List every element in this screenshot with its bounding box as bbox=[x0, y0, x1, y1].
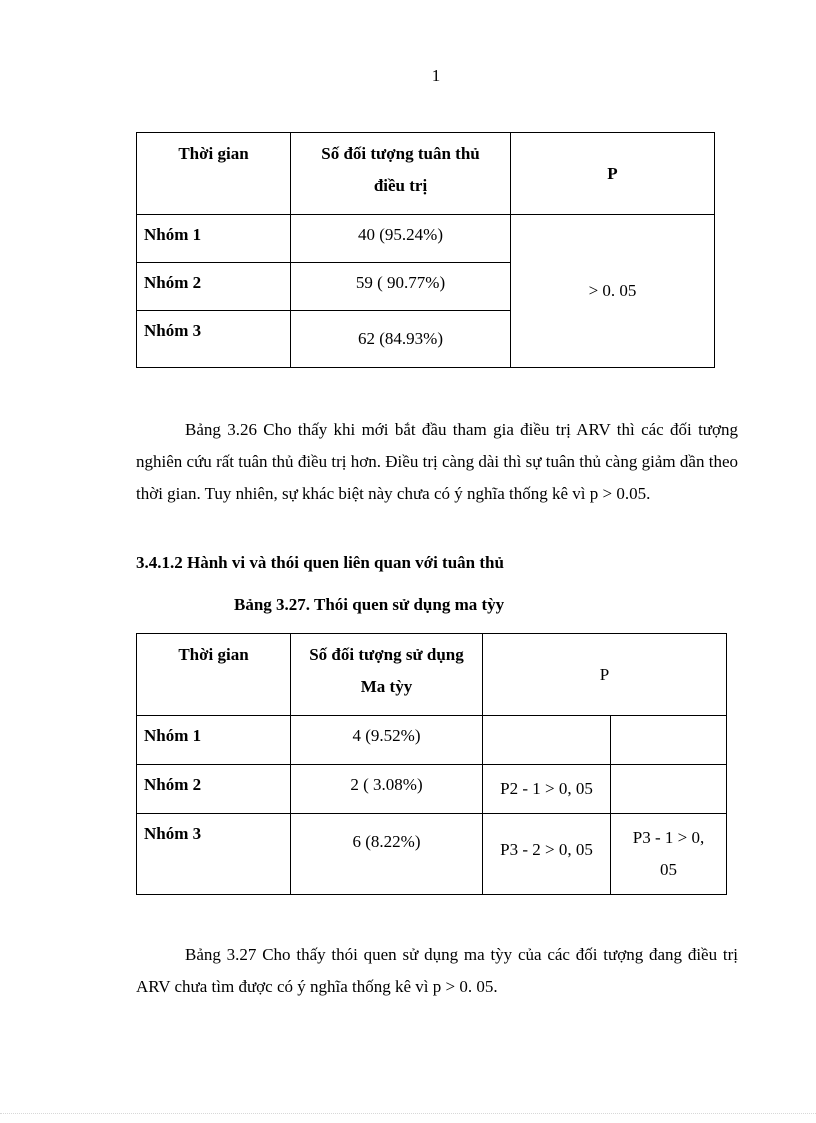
header-adherent-count: Số đối tượng tuân thủ điều trị bbox=[291, 133, 511, 215]
paragraph-2: Bảng 3.27 Cho thấy thói quen sử dụng ma tỳy của các đối tượng đang điều trị ARV chưa tìm được có ý nghĩa thống kê vì p > 0. 05. bbox=[136, 945, 738, 996]
table-row bbox=[137, 814, 727, 895]
row-label: Nhóm 2 bbox=[137, 765, 291, 814]
row-label: Nhóm 3 bbox=[137, 814, 291, 895]
paragraph-1: Bảng 3.26 Cho thấy khi mới bắt đầu tham gia điều trị ARV thì các đối tượng nghiên cứu rất tuân thủ điều trị hơn. Điều trị càng dài thì sự tuân thủ càng giảm dần theo thời gian. Tuy nhiên, sự khác biệt này chưa có ý nghĩa thống kê vì p > 0.05. bbox=[136, 420, 738, 503]
row-label: Nhóm 3 bbox=[137, 311, 291, 368]
section-heading: 3.4.1.2 Hành vi và thói quen liên quan với tuân thủ bbox=[136, 553, 504, 572]
header-p: P bbox=[483, 634, 727, 716]
row-label: Nhóm 1 bbox=[137, 215, 291, 263]
page-edge-divider bbox=[0, 1113, 816, 1114]
row-label: Nhóm 2 bbox=[137, 263, 291, 311]
row-value: 40 (95.24%) bbox=[291, 215, 511, 263]
p-cell-b bbox=[611, 716, 727, 765]
row-value: 59 ( 90.77%) bbox=[291, 263, 511, 311]
row-value: 2 ( 3.08%) bbox=[291, 765, 483, 814]
header-time: Thời gian bbox=[137, 133, 291, 215]
p-cell-b: P3 - 1 > 0, 05 bbox=[611, 814, 727, 895]
header-user-count: Số đối tượng sử dụng Ma tỳy bbox=[291, 634, 483, 716]
table-caption: Bảng 3.27. Thói quen sử dụng ma tỳy bbox=[234, 595, 505, 614]
table-row bbox=[137, 765, 727, 814]
p-cell-a: P3 - 2 > 0, 05 bbox=[483, 814, 611, 895]
row-value: 6 (8.22%) bbox=[291, 814, 483, 895]
p-cell-a: P2 - 1 > 0, 05 bbox=[483, 765, 611, 814]
p-cell-b bbox=[611, 765, 727, 814]
header-p: P bbox=[511, 133, 715, 215]
page-number: 1 bbox=[431, 66, 441, 85]
p-value-cell: > 0. 05 bbox=[511, 215, 715, 368]
row-value: 4 (9.52%) bbox=[291, 716, 483, 765]
table-row bbox=[137, 215, 715, 263]
header-time: Thời gian bbox=[137, 634, 291, 716]
drug-use-table bbox=[136, 633, 727, 895]
row-label: Nhóm 1 bbox=[137, 716, 291, 765]
adherence-table bbox=[136, 132, 715, 368]
table-row bbox=[137, 716, 727, 765]
row-value: 62 (84.93%) bbox=[291, 311, 511, 368]
p-cell-a bbox=[483, 716, 611, 765]
